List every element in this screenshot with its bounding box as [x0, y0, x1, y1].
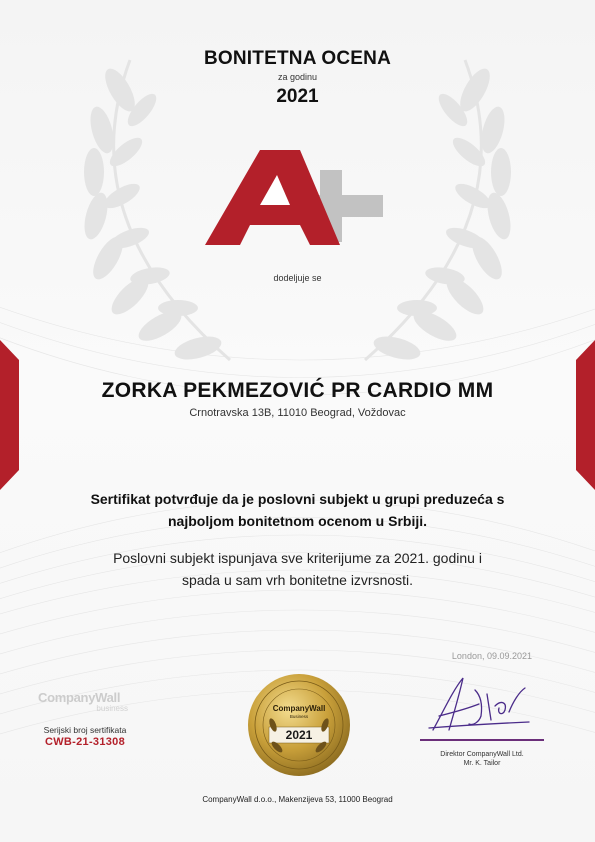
serial-label: Serijski broj sertifikata: [43, 725, 127, 735]
certificate-title: BONITETNA OCENA: [203, 48, 392, 69]
issue-place-date: London, 09.09.2021: [451, 651, 532, 661]
seal-brand: CompanyWall: [272, 704, 326, 713]
statement-line-1: Sertifikat potvrđuje da je poslovni subjekt u grupi preduzeća s: [90, 491, 505, 507]
companywall-logo-sub: business: [96, 704, 128, 713]
company-address: Crnotravska 13B, 11010 Beograd, Voždovac: [189, 407, 406, 419]
certificate-statement: [40, 488, 555, 532]
seal-brand-sub: Business: [289, 714, 309, 719]
company-name: ZORKA PEKMEZOVIĆ PR CARDIO MM: [101, 379, 494, 402]
seal-year: 2021: [285, 728, 313, 742]
grade-a-plus-logo: [205, 150, 390, 245]
gold-seal-icon: [247, 673, 351, 777]
companywall-logo: [38, 690, 138, 718]
companywall-logo-main: CompanyWall: [38, 690, 121, 705]
criteria-line-2: spada u sam vrh bonitetne izvrsnosti.: [181, 572, 414, 588]
signature-image: [425, 672, 535, 734]
criteria-line-1: Poslovni subjekt ispunjava sve kriterijume za 2021. godinu i: [113, 550, 482, 566]
signature-line: [420, 739, 544, 741]
signer-title: Direktor CompanyWall Ltd.: [440, 751, 524, 758]
serial-number: CWB-21-31308: [44, 736, 126, 748]
certificate-subtitle: za godinu: [277, 72, 318, 82]
footer-address: CompanyWall d.o.o., Makenzijeva 53, 11000 Beograd: [202, 795, 393, 804]
criteria-text: [40, 547, 555, 591]
awarded-text: dodeljuje se: [273, 273, 322, 283]
certificate-year: 2021: [276, 86, 319, 107]
signer-name: Mr. K. Tailor: [463, 760, 501, 767]
statement-line-2: najboljom bonitetnom ocenom u Srbiji.: [168, 513, 427, 529]
